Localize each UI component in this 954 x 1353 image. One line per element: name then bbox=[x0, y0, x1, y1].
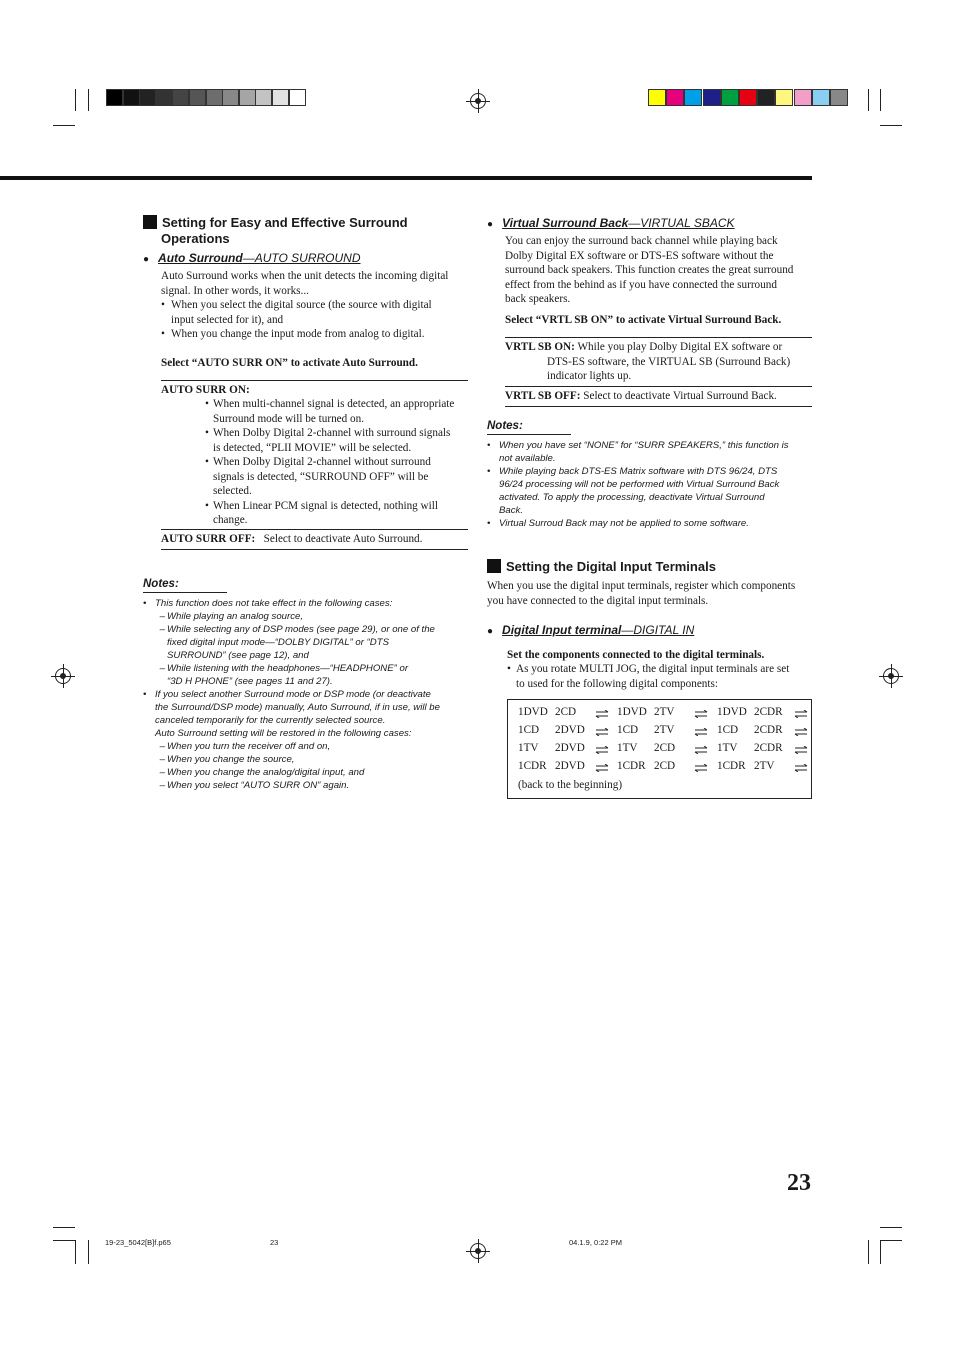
table-cell: 1DVD bbox=[518, 706, 548, 718]
table-footer: (back to the beginning) bbox=[518, 779, 623, 791]
note-text: This function does not take effect in the following cases: bbox=[155, 598, 393, 609]
table-cell: 2DVD bbox=[555, 760, 585, 772]
note-text: While selecting any of DSP modes (see page 29), or one of the bbox=[167, 624, 435, 635]
bullet-glyph bbox=[205, 441, 213, 456]
note-line bbox=[487, 465, 817, 478]
section-square-icon bbox=[143, 215, 157, 229]
table-cell: 2CDR bbox=[754, 742, 783, 754]
list-item-text: When Dolby Digital 2-channel with surround signals bbox=[213, 427, 451, 439]
color-swatch bbox=[812, 89, 830, 106]
note-line bbox=[143, 701, 473, 714]
notes-title-left: Notes: bbox=[143, 578, 179, 590]
note-line bbox=[487, 504, 817, 517]
color-swatch bbox=[721, 89, 739, 106]
auto-surround-instruction: Select “AUTO SURR ON” to activate Auto Surround. bbox=[161, 357, 418, 369]
color-swatch bbox=[739, 89, 757, 106]
body-line: effect from the behind as if you have connected the surround bbox=[505, 278, 777, 291]
color-swatch bbox=[106, 89, 123, 106]
color-swatch bbox=[156, 89, 173, 106]
auto-surr-on-label: AUTO SURR ON: bbox=[161, 384, 250, 396]
table-cell: 1CDR bbox=[518, 760, 547, 772]
color-swatch bbox=[272, 89, 289, 106]
section-title-line2: Operations bbox=[161, 231, 230, 246]
table-cell: 1DVD bbox=[617, 706, 647, 718]
auto-surr-off-label: AUTO SURR OFF: bbox=[161, 533, 256, 545]
section-title-line1: Setting for Easy and Effective Surround bbox=[162, 215, 408, 230]
section-square-icon bbox=[487, 559, 501, 573]
note-line bbox=[487, 517, 817, 530]
vsb-heading-rest: —VIRTUAL SBACK bbox=[628, 216, 735, 230]
swap-arrow-icon bbox=[595, 728, 609, 736]
table-cell: 1TV bbox=[617, 742, 638, 754]
list-item-text: When you select the digital source (the source with digital bbox=[171, 299, 432, 311]
list-item-text: When multi-channel signal is detected, an appropriate bbox=[213, 398, 455, 410]
note-marker bbox=[143, 675, 167, 688]
auto-surround-heading-bold: Auto Surround bbox=[158, 251, 243, 265]
section-title-surround bbox=[143, 215, 473, 247]
list-item bbox=[205, 455, 470, 499]
table-cell: 2CD bbox=[654, 760, 676, 772]
note-text: 96/24 processing will not be performed with Virtual Surround Back bbox=[499, 479, 780, 490]
list-item-text: Surround mode will be turned on. bbox=[213, 412, 365, 425]
color-swatch bbox=[222, 89, 239, 106]
note-line bbox=[487, 439, 817, 452]
table-cell: 2CD bbox=[555, 706, 577, 718]
note-text: When you change the source, bbox=[167, 754, 295, 765]
note-marker: • bbox=[487, 440, 491, 451]
registration-mark-top bbox=[470, 93, 486, 109]
list-item: • When you select the digital source (the source with digital bbox=[161, 299, 432, 311]
note-text: activated. To apply the processing, deactivate Virtual Surround bbox=[499, 492, 765, 503]
vrtl-sb-on-label: VRTL SB ON: bbox=[505, 341, 575, 353]
vrtl-sb-on-text: DTS-ES software, the VIRTUAL SB (Surround Back) bbox=[547, 355, 791, 368]
page-number: 23 bbox=[787, 1170, 811, 1196]
bullet-dot-icon: ● bbox=[487, 626, 494, 637]
notes-list-right bbox=[487, 439, 817, 530]
intro-line: Auto Surround works when the unit detects the incoming digital bbox=[161, 270, 449, 282]
footer-filename: 19-23_5042[B]f.p65 bbox=[105, 1238, 171, 1247]
notes-underline bbox=[487, 434, 571, 435]
list-item-line bbox=[205, 397, 470, 412]
table-cell: 1TV bbox=[518, 742, 539, 754]
swap-arrow-icon bbox=[694, 764, 708, 772]
list-item-text: As you rotate MULTI JOG, the digital input terminals are set bbox=[516, 663, 790, 675]
color-swatch bbox=[172, 89, 189, 106]
table-cell: 1TV bbox=[717, 742, 738, 754]
bullet-glyph bbox=[205, 412, 213, 427]
intro-line: When you use the digital input terminals, register which components bbox=[487, 580, 796, 592]
auto-surr-off-text: Select to deactivate Auto Surround. bbox=[263, 533, 423, 545]
color-swatch bbox=[666, 89, 684, 106]
color-swatch bbox=[289, 89, 306, 106]
swap-arrow-icon bbox=[595, 746, 609, 754]
note-line bbox=[143, 675, 473, 688]
note-text: When you change the analog/digital input, and bbox=[167, 767, 365, 778]
notes-underline bbox=[143, 592, 227, 593]
note-marker: • bbox=[487, 466, 491, 477]
bullet-glyph: • bbox=[205, 398, 209, 410]
list-item-text: selected. bbox=[213, 485, 252, 497]
list-item-text: input selected for it), and bbox=[171, 313, 284, 326]
note-line bbox=[143, 636, 473, 649]
note-text: While listening with the headphones—“HEADPHONE” or bbox=[167, 663, 409, 674]
auto-surr-on-list bbox=[205, 397, 470, 528]
table-cell: 2TV bbox=[754, 760, 775, 772]
bullet-glyph bbox=[205, 513, 213, 528]
note-line bbox=[143, 610, 473, 623]
color-swatch bbox=[830, 89, 848, 106]
body-line: back speakers. bbox=[505, 293, 571, 305]
note-marker: – bbox=[159, 754, 165, 765]
note-line bbox=[143, 766, 473, 779]
color-swatch bbox=[794, 89, 812, 106]
swap-arrow-icon bbox=[794, 746, 808, 754]
list-item-line bbox=[205, 441, 470, 456]
color-swatch bbox=[139, 89, 156, 106]
table-cell: 1DVD bbox=[717, 706, 747, 718]
note-text: When you turn the receiver off and on, bbox=[167, 741, 331, 752]
section2-title-text: Setting the Digital Input Terminals bbox=[506, 559, 716, 574]
note-line bbox=[143, 623, 473, 636]
note-line bbox=[143, 779, 473, 792]
table-cell: 1CDR bbox=[617, 760, 646, 772]
list-item-line bbox=[205, 499, 470, 514]
color-swatch bbox=[684, 89, 702, 106]
body-line: You can enjoy the surround back channel while playing back bbox=[505, 235, 778, 247]
intro-line: signal. In other words, it works... bbox=[161, 284, 309, 297]
note-text: Back. bbox=[499, 505, 523, 516]
vrtl-sb-off-text: Select to deactivate Virtual Surround Back. bbox=[583, 390, 777, 402]
list-item: • When you change the input mode from analog to digital. bbox=[161, 328, 425, 340]
swap-arrow-icon bbox=[694, 728, 708, 736]
color-swatch bbox=[255, 89, 272, 106]
note-marker: – bbox=[159, 624, 165, 635]
note-text: fixed digital input mode—“DOLBY DIGITAL” or “DTS bbox=[167, 637, 389, 648]
digital-input-table bbox=[507, 699, 812, 799]
auto-surround-heading bbox=[143, 251, 361, 265]
list-item bbox=[205, 426, 470, 455]
color-swatch bbox=[757, 89, 775, 106]
din-bullet: • As you rotate MULTI JOG, the digital input terminals are set to used for the following digital components: bbox=[507, 662, 817, 691]
note-text: If you select another Surround mode or DSP mode (or deactivate bbox=[155, 689, 431, 700]
table-cell: 2CDR bbox=[754, 724, 783, 736]
list-item-text: signals is detected, “SURROUND OFF” will be bbox=[213, 470, 429, 483]
note-marker: • bbox=[487, 518, 491, 529]
note-line bbox=[143, 649, 473, 662]
list-item-text: When Linear PCM signal is detected, nothing will bbox=[213, 499, 438, 512]
list-item-text: When you change the input mode from analog to digital. bbox=[171, 328, 425, 340]
note-marker bbox=[487, 504, 499, 517]
table-cell: 1CD bbox=[617, 724, 639, 736]
auto-surround-heading-rest: —AUTO SURROUND bbox=[242, 251, 361, 265]
intro-line: you have connected to the digital input terminals. bbox=[487, 594, 709, 607]
note-text: Virtual Surroud Back may not be applied to some software. bbox=[499, 518, 749, 529]
note-line bbox=[143, 662, 473, 675]
bullet-glyph bbox=[205, 470, 213, 485]
note-text: While playing back DTS-ES Matrix software with DTS 96/24, DTS bbox=[499, 466, 778, 477]
footer-page: 23 bbox=[270, 1238, 279, 1247]
note-line bbox=[487, 452, 817, 465]
table-rule bbox=[505, 337, 812, 338]
table-rule bbox=[161, 529, 468, 530]
vrtl-sb-off-row bbox=[505, 389, 777, 404]
table-cell: 2DVD bbox=[555, 742, 585, 754]
list-item-line bbox=[205, 513, 470, 528]
note-marker bbox=[487, 452, 499, 465]
list-item-line bbox=[205, 426, 470, 441]
note-text: When you have set “NONE” for “SURR SPEAKERS,” this function is bbox=[499, 440, 789, 451]
note-line bbox=[487, 478, 817, 491]
list-item-line bbox=[205, 455, 470, 470]
color-swatch bbox=[206, 89, 223, 106]
note-marker: • bbox=[143, 598, 147, 609]
note-marker bbox=[487, 491, 499, 504]
color-swatch bbox=[189, 89, 206, 106]
note-marker bbox=[143, 714, 155, 727]
list-item-line bbox=[205, 484, 470, 499]
notes-title-right: Notes: bbox=[487, 420, 523, 432]
swap-arrow-icon bbox=[595, 764, 609, 772]
color-swatch bbox=[123, 89, 140, 106]
body-line: surround back speakers. This function creates the great surround bbox=[505, 264, 794, 276]
list-item bbox=[205, 499, 470, 528]
bullet-dot-icon: ● bbox=[487, 219, 494, 230]
vsb-instruction: Select “VRTL SB ON” to activate Virtual Surround Back. bbox=[505, 314, 782, 326]
table-rule bbox=[161, 549, 468, 550]
bullet-glyph: • bbox=[205, 499, 209, 512]
table-cell: 2DVD bbox=[555, 724, 585, 736]
auto-surr-off-row bbox=[161, 532, 422, 547]
note-text: canceled temporarily for the currently selected source. bbox=[155, 715, 386, 726]
vrtl-sb-on-text: indicator lights up. bbox=[547, 370, 632, 382]
color-swatch bbox=[239, 89, 256, 106]
note-marker: – bbox=[159, 767, 165, 778]
section-title-digital-input bbox=[487, 559, 716, 575]
list-item-text: to used for the following digital components: bbox=[516, 677, 718, 690]
list-item-text: change. bbox=[213, 514, 248, 526]
swap-arrow-icon bbox=[794, 710, 808, 718]
table-cell: 2CDR bbox=[754, 706, 783, 718]
list-item-text: When Dolby Digital 2-channel without surround bbox=[213, 456, 431, 468]
color-swatch bbox=[703, 89, 721, 106]
registration-mark-right bbox=[883, 668, 899, 684]
note-line bbox=[143, 740, 473, 753]
vrtl-sb-on-row bbox=[505, 340, 815, 384]
color-swatch bbox=[775, 89, 793, 106]
note-marker: – bbox=[159, 611, 165, 622]
table-rule bbox=[161, 380, 468, 381]
table-cell: 2TV bbox=[654, 706, 675, 718]
note-text: SURROUND” (see page 12), and bbox=[167, 650, 309, 661]
auto-surround-intro bbox=[161, 269, 471, 342]
note-marker bbox=[143, 649, 167, 662]
note-line bbox=[143, 753, 473, 766]
din-heading-rest: —DIGITAL IN bbox=[621, 623, 695, 637]
table-cell: 1CD bbox=[518, 724, 540, 736]
color-swatch bbox=[648, 89, 666, 106]
note-text: the Surround/DSP mode) manually, Auto Surround, if in use, will be bbox=[155, 702, 440, 713]
note-marker: – bbox=[159, 741, 165, 752]
swap-arrow-icon bbox=[794, 764, 808, 772]
swap-arrow-icon bbox=[595, 710, 609, 718]
registration-mark-left bbox=[55, 668, 71, 684]
note-line bbox=[143, 597, 473, 610]
bullet-glyph: • bbox=[205, 456, 209, 468]
list-item-line bbox=[205, 470, 470, 485]
note-text: Auto Surround setting will be restored in the following cases: bbox=[155, 728, 412, 739]
list-item-text: is detected, “PLII MOVIE” will be selected. bbox=[213, 441, 412, 454]
table-cell: 2CD bbox=[654, 742, 676, 754]
note-text: When you select “AUTO SURR ON” again. bbox=[167, 780, 350, 791]
table-cell: 1CDR bbox=[717, 760, 746, 772]
swap-arrow-icon bbox=[694, 746, 708, 754]
note-marker bbox=[143, 701, 155, 714]
virtual-surround-back-heading bbox=[487, 216, 735, 230]
digital-input-terminal-heading bbox=[487, 623, 694, 637]
note-marker bbox=[487, 478, 499, 491]
note-line bbox=[143, 714, 473, 727]
list-item-line bbox=[205, 412, 470, 427]
bullet-dot-icon: ● bbox=[143, 254, 150, 265]
swap-arrow-icon bbox=[794, 728, 808, 736]
note-line bbox=[143, 727, 473, 740]
note-text: While playing an analog source, bbox=[167, 611, 303, 622]
note-marker: – bbox=[159, 780, 165, 791]
note-marker: – bbox=[159, 663, 165, 674]
vrtl-sb-on-text: While you play Dolby Digital EX software or bbox=[577, 341, 783, 353]
note-text: “3D H PHONE” (see pages 11 and 27). bbox=[167, 676, 333, 687]
list-item bbox=[205, 397, 470, 426]
note-marker: • bbox=[143, 689, 147, 700]
vsb-heading-bold: Virtual Surround Back bbox=[502, 216, 629, 230]
footer-date: 04.1.9, 0:22 PM bbox=[569, 1238, 622, 1247]
header-rule bbox=[0, 176, 812, 180]
table-rule bbox=[505, 406, 812, 407]
vrtl-sb-off-label: VRTL SB OFF: bbox=[505, 390, 581, 402]
registration-mark-bottom bbox=[470, 1243, 486, 1259]
note-marker bbox=[143, 636, 167, 649]
table-rule bbox=[505, 386, 812, 387]
note-text: not available. bbox=[499, 453, 556, 464]
table-cell: 1CD bbox=[717, 724, 739, 736]
table-cell: 2TV bbox=[654, 724, 675, 736]
notes-list-left bbox=[143, 597, 473, 792]
din-heading-bold: Digital Input terminal bbox=[502, 623, 622, 637]
swap-arrow-icon bbox=[694, 710, 708, 718]
bullet-glyph: • bbox=[205, 427, 209, 439]
digital-input-intro bbox=[487, 579, 817, 608]
vsb-body bbox=[505, 234, 815, 307]
note-marker bbox=[143, 727, 155, 740]
din-instruction: Set the components connected to the digital terminals. bbox=[507, 649, 765, 661]
bullet-glyph bbox=[205, 484, 213, 499]
note-line bbox=[143, 688, 473, 701]
note-line bbox=[487, 491, 817, 504]
body-line: Dolby Digital EX software or DTS-ES software without the bbox=[505, 249, 774, 262]
